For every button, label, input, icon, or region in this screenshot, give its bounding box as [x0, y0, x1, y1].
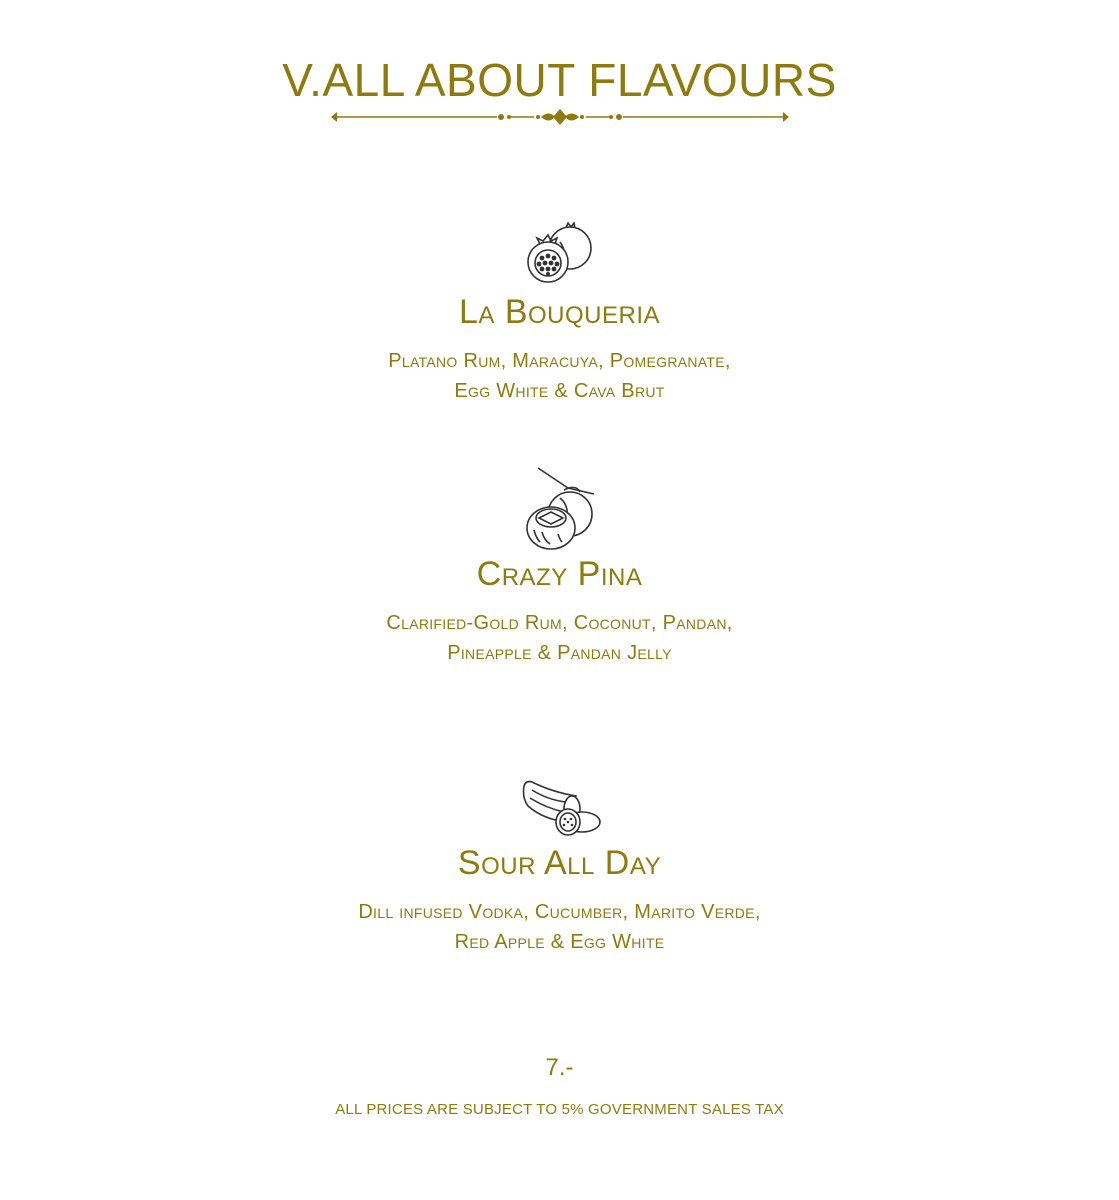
- drink-description: [0, 897, 1119, 957]
- menu-item: [0, 292, 1119, 406]
- ornamental-divider: [329, 107, 791, 127]
- coconut-icon: [0, 466, 1119, 552]
- tax-note: ALL PRICES ARE SUBJECT TO 5% GOVERNMENT SALES TAX: [335, 1101, 784, 1118]
- pomegranate-icon: [0, 222, 1119, 286]
- drink-description-line: Clarified-Gold Rum, Coconut, Pandan,: [386, 612, 733, 634]
- page-title: V.ALL ABOUT FLAVOURS: [282, 54, 837, 106]
- drink-description-line: Pineapple & Pandan Jelly: [447, 642, 672, 664]
- drink-description-line: Red Apple & Egg White: [454, 931, 665, 953]
- drink-description: [0, 608, 1119, 668]
- menu-item: [0, 843, 1119, 957]
- drink-name: La Bouqueria: [458, 293, 661, 331]
- drink-description-line: Dill infused Vodka, Cucumber, Marito Verde,: [358, 901, 761, 923]
- drink-name: Sour All Day: [457, 844, 662, 882]
- menu-item: [0, 554, 1119, 668]
- drink-description-line: Egg White & Cava Brut: [454, 380, 665, 402]
- drink-description: [0, 346, 1119, 406]
- cucumber-icon: [0, 780, 1119, 840]
- price: 7.-: [545, 1054, 574, 1081]
- drink-name: Crazy Pina: [476, 555, 643, 593]
- drink-description-line: Platano Rum, Maracuya, Pomegranate,: [388, 350, 731, 372]
